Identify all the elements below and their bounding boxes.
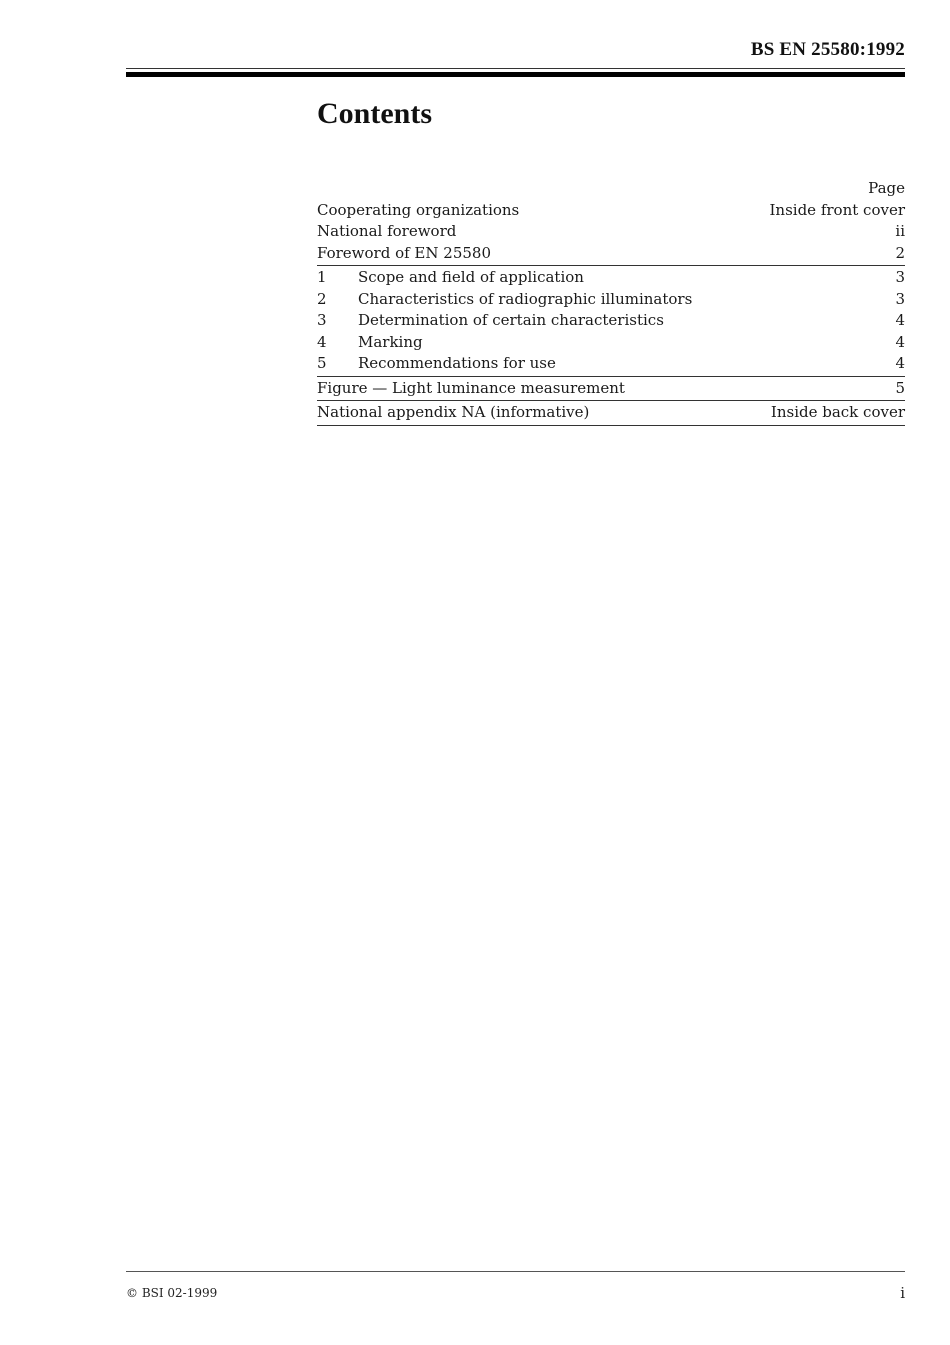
toc-entry[interactable]	[317, 200, 905, 222]
toc-entry-label: Recommendations for use	[358, 354, 556, 372]
toc-annex-entry[interactable]	[317, 402, 905, 424]
toc-clause-entry[interactable]	[317, 353, 905, 375]
header-thick-rule	[126, 72, 905, 77]
toc-front-matter-group	[317, 200, 905, 267]
toc-figures-group	[317, 378, 905, 402]
toc-clause-number: 3	[317, 311, 327, 329]
toc-clauses-group	[317, 267, 905, 377]
toc-entry-page: 4	[895, 311, 905, 329]
page-number: i	[900, 1284, 905, 1302]
toc-entry-page: 4	[895, 332, 905, 351]
toc-entry-label: Figure — Light luminance measurement	[317, 378, 625, 397]
toc-clause-entry[interactable]	[317, 332, 905, 354]
toc-entry-page: Inside front cover	[769, 200, 905, 219]
toc-page-column-heading: Page	[868, 179, 905, 197]
toc-figure-entry[interactable]	[317, 378, 905, 400]
toc-entry-label: National foreword	[317, 222, 457, 240]
toc-entry-page: 3	[895, 268, 905, 286]
toc-entry-label: Determination of certain characteristics	[358, 311, 664, 329]
toc-entry-page: ii	[895, 222, 905, 240]
toc-entry-label: National appendix NA (informative)	[317, 403, 590, 421]
toc-clause-number: 2	[317, 289, 327, 308]
document-code: BS EN 25580:1992	[750, 39, 905, 60]
toc-entry-label: Cooperating organizations	[317, 200, 520, 219]
footer-rule	[126, 1271, 905, 1272]
copyright-notice: © BSI 02-1999	[126, 1286, 218, 1300]
toc-clause-number: 4	[317, 332, 327, 351]
toc-entry[interactable]	[317, 221, 905, 243]
header-thin-rule	[126, 68, 905, 69]
toc-clause-entry[interactable]	[317, 289, 905, 311]
toc-entry-label: Marking	[358, 332, 423, 351]
toc-clause-entry[interactable]	[317, 310, 905, 332]
toc-clause-number: 1	[317, 268, 327, 286]
toc-entry-page: 3	[895, 289, 905, 308]
toc-entry[interactable]	[317, 243, 905, 265]
toc-entry-page: 5	[895, 378, 905, 397]
toc-clause-number: 5	[317, 354, 327, 372]
toc-annexes-group	[317, 402, 905, 426]
toc-entry-page: 2	[895, 243, 905, 262]
toc-entry-page: Inside back cover	[770, 403, 905, 421]
page-title: Contents	[317, 97, 433, 130]
toc-clause-entry[interactable]	[317, 267, 905, 289]
toc-entry-label: Scope and field of application	[358, 268, 584, 286]
toc-entry-label: Characteristics of radiographic illuminators	[358, 289, 693, 308]
toc-entry-label: Foreword of EN 25580	[317, 243, 491, 262]
table-of-contents	[317, 178, 905, 427]
toc-entry-page: 4	[895, 354, 905, 372]
